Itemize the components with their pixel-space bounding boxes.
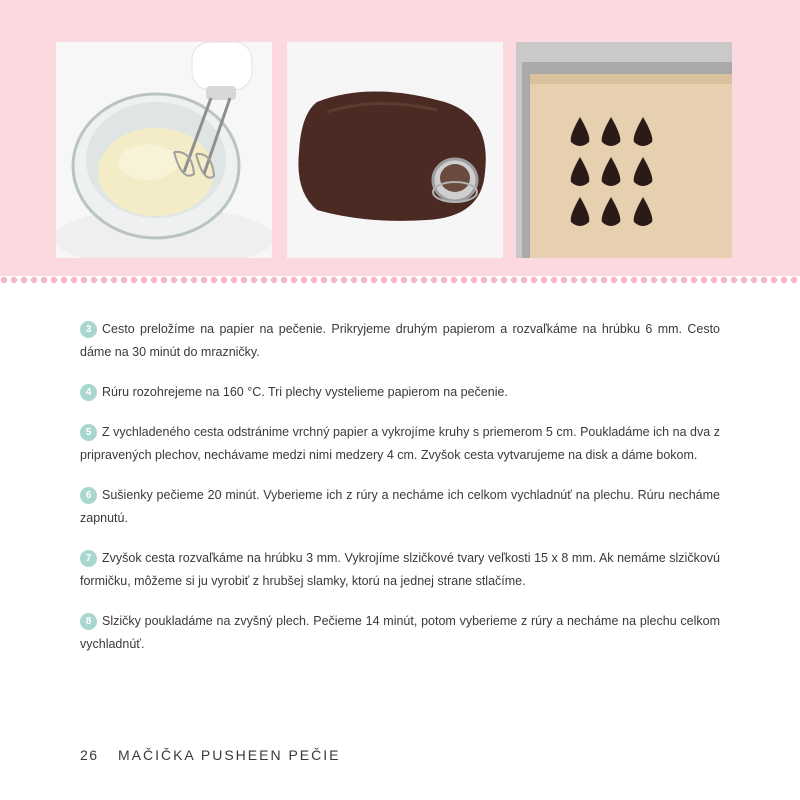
scallop-dot xyxy=(81,277,87,283)
scallop-dot xyxy=(301,277,307,283)
scallop-dot xyxy=(351,277,357,283)
scallop-dot xyxy=(691,277,697,283)
scallop-dot xyxy=(181,277,187,283)
scallop-dot xyxy=(261,277,267,283)
scallop-dot xyxy=(441,277,447,283)
scallop-dot xyxy=(481,277,487,283)
scallop-dot xyxy=(341,277,347,283)
scallop-dot xyxy=(431,277,437,283)
scallop-dot xyxy=(41,277,47,283)
scallop-dot xyxy=(401,277,407,283)
step-number-badge: 4 xyxy=(80,384,97,401)
scallop-dot xyxy=(521,277,527,283)
scallop-dot xyxy=(411,277,417,283)
scallop-dot xyxy=(231,277,237,283)
scallop-dot xyxy=(61,277,67,283)
scallop-dot xyxy=(371,277,377,283)
scallop-dot xyxy=(741,277,747,283)
scallop-dot xyxy=(471,277,477,283)
step-number-badge: 3 xyxy=(80,321,97,338)
scallop-dot xyxy=(591,277,597,283)
step-7 xyxy=(80,547,720,593)
step-6 xyxy=(80,484,720,530)
scallop-dot xyxy=(271,277,277,283)
scalloped-dot-border xyxy=(0,276,800,286)
photo-baking-tray-drops xyxy=(516,42,732,258)
scallop-dot xyxy=(111,277,117,283)
scallop-dot xyxy=(581,277,587,283)
scallop-dot xyxy=(131,277,137,283)
scallop-dot xyxy=(781,277,787,283)
step-number-badge: 5 xyxy=(80,424,97,441)
recipe-steps xyxy=(80,318,720,673)
step-5 xyxy=(80,421,720,467)
scallop-dot xyxy=(251,277,257,283)
step-text: Zvyšok cesta rozvaľkáme na hrúbku 3 mm. Vykrojíme slzičkové tvary veľkosti 15 x 8 mm. Ak nemáme slzičkovú formičku, môžeme si ju vyrobiť z hrubšej slamky, ktorú na jednej strane stlačíme. xyxy=(80,551,720,588)
scallop-dot xyxy=(311,277,317,283)
scallop-dot xyxy=(681,277,687,283)
scallop-dot xyxy=(221,277,227,283)
scallop-dot xyxy=(331,277,337,283)
step-text: Rúru rozohrejeme na 160 °C. Tri plechy vystelieme papierom na pečenie. xyxy=(102,385,508,399)
scallop-dot xyxy=(361,277,367,283)
scallop-dot xyxy=(461,277,467,283)
scallop-dot xyxy=(381,277,387,283)
scallop-dot xyxy=(71,277,77,283)
scallop-dot xyxy=(1,277,7,283)
step-3 xyxy=(80,318,720,364)
scallop-dot xyxy=(651,277,657,283)
scallop-dot xyxy=(711,277,717,283)
scallop-dot xyxy=(31,277,37,283)
scallop-dot xyxy=(621,277,627,283)
scallop-dot xyxy=(701,277,707,283)
scallop-dot xyxy=(11,277,17,283)
scallop-dot xyxy=(751,277,757,283)
scallop-dot xyxy=(501,277,507,283)
step-8 xyxy=(80,610,720,656)
scallop-dot xyxy=(151,277,157,283)
step-text: Z vychladeného cesta odstránime vrchný papier a vykrojíme kruhy s priemerom 5 cm. Poukladáme ich na dva z pripravených plechov, nechávame medzi nimi medzery 4 cm. Zvyšok cesta vytvarujeme na disk a dáme bokom. xyxy=(80,425,720,462)
scallop-dot xyxy=(611,277,617,283)
scallop-dot xyxy=(281,277,287,283)
step-text: Sušienky pečieme 20 minút. Vyberieme ich z rúry a necháme ich celkom vychladnúť na plechu. Rúru necháme zapnutú. xyxy=(80,488,720,525)
scallop-dot xyxy=(211,277,217,283)
scallop-dot xyxy=(671,277,677,283)
scallop-dot xyxy=(551,277,557,283)
scallop-dot xyxy=(491,277,497,283)
scallop-dot xyxy=(721,277,727,283)
scallop-dot xyxy=(421,277,427,283)
scallop-dot xyxy=(171,277,177,283)
scallop-dot xyxy=(731,277,737,283)
step-number-badge: 6 xyxy=(80,487,97,504)
page-footer xyxy=(80,747,340,763)
scallop-dot xyxy=(631,277,637,283)
scallop-dot xyxy=(531,277,537,283)
scallop-dot xyxy=(771,277,777,283)
scallop-dot xyxy=(661,277,667,283)
scallop-dot xyxy=(541,277,547,283)
scallop-dot xyxy=(241,277,247,283)
scallop-dot xyxy=(601,277,607,283)
scallop-dot xyxy=(561,277,567,283)
step-4 xyxy=(80,381,720,404)
scallop-dot xyxy=(101,277,107,283)
scallop-dot xyxy=(141,277,147,283)
scallop-dot xyxy=(91,277,97,283)
book-title: MAČIČKA PUSHEEN PEČIE xyxy=(117,747,341,763)
scallop-dot xyxy=(321,277,327,283)
scallop-dot xyxy=(51,277,57,283)
step-text: Slzičky poukladáme na zvyšný plech. Pečieme 14 minút, potom vyberieme z rúry a necháme na plechu celkom vychladnúť. xyxy=(80,614,720,651)
step-number-badge: 8 xyxy=(80,613,97,630)
scallop-dot xyxy=(291,277,297,283)
scallop-dot xyxy=(451,277,457,283)
page-number: 26 xyxy=(80,747,99,763)
photo-chocolate-dough-cutter xyxy=(287,42,503,258)
scallop-dot xyxy=(641,277,647,283)
photo-mixer-bowl-cream xyxy=(56,42,272,258)
scallop-dot xyxy=(511,277,517,283)
scallop-dot xyxy=(161,277,167,283)
scallop-dot xyxy=(391,277,397,283)
step-number-badge: 7 xyxy=(80,550,97,567)
scallop-dot xyxy=(191,277,197,283)
scallop-dot xyxy=(761,277,767,283)
scallop-dot xyxy=(201,277,207,283)
step-text: Cesto preložíme na papier na pečenie. Prikryjeme druhým papierom a rozvaľkáme na hrúbku 6 mm. Cesto dáme na 30 minút do mrazničky. xyxy=(80,322,720,359)
scallop-dot xyxy=(121,277,127,283)
scallop-dot xyxy=(21,277,27,283)
scallop-dot xyxy=(791,277,797,283)
scallop-dot xyxy=(571,277,577,283)
